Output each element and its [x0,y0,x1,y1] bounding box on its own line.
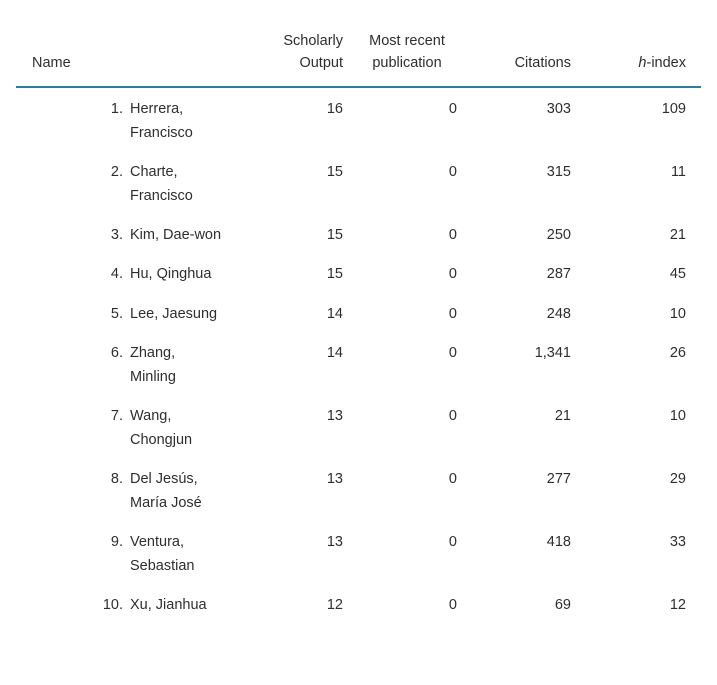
column-header-h-index[interactable] [638,52,686,74]
row-h-index: 11 [670,164,686,180]
row-citations: 315 [546,164,571,180]
row-author-name[interactable] [130,262,240,286]
row-most-recent-publication: 0 [448,164,457,180]
row-rank: 10. [102,597,123,613]
row-most-recent-publication: 0 [448,597,457,613]
row-citations: 418 [546,534,571,550]
row-citations: 287 [546,266,571,282]
row-author-name[interactable] [130,341,240,389]
row-scholarly-output: 15 [326,266,343,282]
row-author-name[interactable] [130,160,240,208]
row-citations: 250 [546,227,571,243]
row-name-line2: Minling [130,369,176,385]
row-name-line1: Del Jesús, [130,471,198,487]
row-rank: 2. [110,164,123,180]
row-rank: 8. [110,471,123,487]
row-rank: 9. [110,534,123,550]
row-scholarly-output: 13 [326,534,343,550]
row-citations: 277 [546,471,571,487]
table-header [16,28,701,88]
row-citations: 1,341 [534,345,571,361]
table-row [16,341,701,389]
table-row [16,530,701,578]
row-citations: 21 [554,408,571,424]
row-rank: 3. [110,227,123,243]
row-name-line2: Chongjun [130,432,193,448]
row-author-name[interactable] [130,467,240,515]
row-author-name[interactable] [130,223,240,247]
row-name-line1: Herrera, [130,101,184,117]
row-scholarly-output: 14 [326,306,343,322]
row-name-line2: Sebastian [130,558,195,574]
row-most-recent-publication: 0 [448,227,457,243]
column-header-most-recent-line2: publication [372,55,442,71]
row-scholarly-output: 14 [326,345,343,361]
table-row [16,593,701,641]
row-author-name[interactable] [130,530,240,578]
row-h-index: 10 [669,306,686,322]
row-scholarly-output: 16 [326,101,343,117]
row-scholarly-output: 15 [326,164,343,180]
row-most-recent-publication: 0 [448,101,457,117]
column-header-citations[interactable]: Citations [514,55,571,71]
row-name-line1: Xu, Jianhua [130,597,207,613]
row-h-index: 10 [669,408,686,424]
column-header-most-recent-publication[interactable] [357,30,457,74]
row-h-index: 26 [669,345,686,361]
row-h-index: 29 [669,471,686,487]
column-header-most-recent-line1: Most recent [369,33,445,49]
row-author-name[interactable] [130,302,240,326]
row-citations: 303 [546,101,571,117]
row-most-recent-publication: 0 [448,306,457,322]
row-h-index: 109 [661,101,686,117]
row-most-recent-publication: 0 [448,345,457,361]
column-header-scholarly-output-line1: Scholarly [283,33,343,49]
row-author-name[interactable] [130,404,240,452]
table-row [16,160,701,208]
row-h-index: 33 [669,534,686,550]
row-scholarly-output: 12 [326,597,343,613]
author-table [16,28,701,613]
row-name-line2: Francisco [130,188,193,204]
row-rank: 6. [110,345,123,361]
row-name-line1: Hu, Qinghua [130,266,212,282]
row-name-line2: María José [130,495,202,511]
row-name-line1: Kim, Dae-won [130,227,222,243]
row-rank: 5. [110,306,123,322]
row-name-line2: Francisco [130,125,193,141]
row-citations: 248 [546,306,571,322]
table-row [16,404,701,452]
column-header-scholarly-output[interactable] [283,30,343,74]
row-author-name[interactable] [130,97,240,145]
row-scholarly-output: 13 [326,408,343,424]
row-most-recent-publication: 0 [448,534,457,550]
table-row [16,467,701,515]
row-name-line1: Zhang, [130,345,176,361]
row-h-index: 21 [669,227,686,243]
row-scholarly-output: 13 [326,471,343,487]
row-h-index: 12 [669,597,686,613]
row-most-recent-publication: 0 [448,471,457,487]
table-row [16,97,701,145]
row-most-recent-publication: 0 [448,266,457,282]
row-name-line1: Lee, Jaesung [130,306,218,322]
row-rank: 7. [110,408,123,424]
column-header-h-index-italic: h [638,55,647,71]
row-citations: 69 [554,597,571,613]
column-header-scholarly-output-line2: Output [299,55,343,71]
row-rank: 1. [110,101,123,117]
row-name-line1: Charte, [130,164,178,180]
row-most-recent-publication: 0 [448,408,457,424]
row-name-line1: Wang, [130,408,172,424]
column-header-h-index-rest: -index [646,55,686,71]
row-scholarly-output: 15 [326,227,343,243]
row-rank: 4. [110,266,123,282]
row-author-name[interactable] [130,593,240,617]
row-name-line1: Ventura, [130,534,185,550]
column-header-name[interactable]: Name [32,55,71,71]
row-h-index: 45 [669,266,686,282]
